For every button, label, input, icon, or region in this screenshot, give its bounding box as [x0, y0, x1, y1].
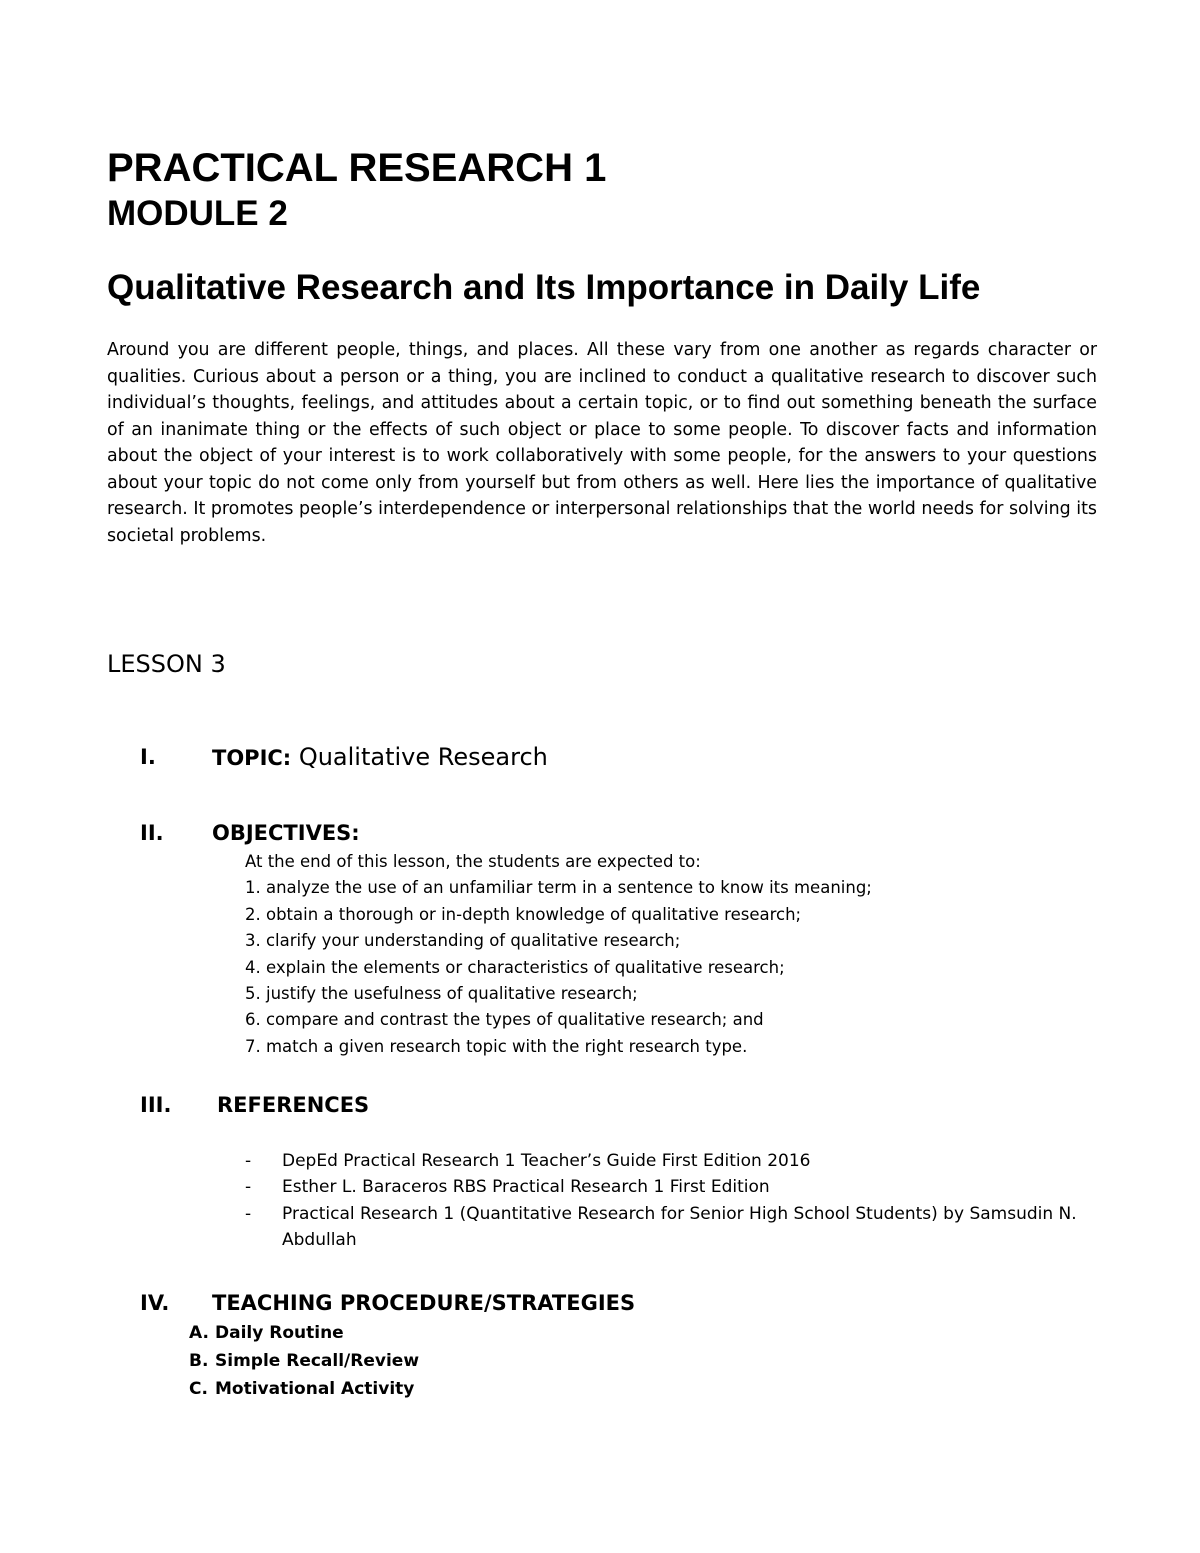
reference-text: Practical Research 1 (Quantitative Research for Senior High School Students) by Samsudin N. Abdullah	[282, 1203, 1077, 1251]
reference-bullet: -	[245, 1177, 252, 1198]
section-number-references: III.	[140, 1093, 172, 1117]
objective-item: 4. explain the elements or characteristics of qualitative research;	[245, 957, 785, 977]
section-number-objectives: II.	[140, 821, 164, 845]
objective-item: 2. obtain a thorough or in-depth knowledge of qualitative research;	[245, 904, 802, 924]
section-number-procedure: IV.	[140, 1291, 170, 1315]
objective-intro: At the end of this lesson, the students are expected to:	[245, 852, 701, 871]
module-label: MODULE 2	[107, 194, 288, 233]
reference-text: Esther L. Baraceros RBS Practical Research 1 First Edition	[282, 1177, 770, 1198]
procedure-text: Simple Recall/Review	[215, 1351, 420, 1371]
lesson-heading: LESSON 3	[107, 650, 226, 678]
objective-item: 3. clarify your understanding of qualitative research;	[245, 931, 681, 951]
reference-bullet: -	[245, 1203, 252, 1224]
section-topic-colon: :	[282, 746, 292, 770]
reference-bullet: -	[245, 1151, 252, 1171]
procedure-item	[189, 1347, 419, 1375]
reference-item	[245, 1201, 1095, 1254]
reference-text: DepEd Practical Research 1 Teacher’s Guide First Edition 2016	[282, 1151, 811, 1171]
objective-item: 6. compare and contrast the types of qualitative research; and	[245, 1010, 764, 1030]
procedure-letter: C.	[189, 1379, 208, 1399]
procedure-text: Motivational Activity	[215, 1379, 415, 1399]
section-procedure-heading: TEACHING PROCEDURE/STRATEGIES	[212, 1291, 636, 1315]
references-list	[245, 1148, 1095, 1254]
document-title: PRACTICAL RESEARCH 1	[107, 146, 607, 190]
section-topic-value: Qualitative Research	[291, 743, 548, 771]
reference-item	[245, 1148, 1095, 1174]
procedure-letter: B.	[189, 1351, 209, 1371]
procedure-list	[189, 1319, 419, 1403]
section-number-topic: I.	[140, 745, 156, 769]
module-subtitle: Qualitative Research and Its Importance in Daily Life	[107, 268, 981, 307]
procedure-text: Daily Routine	[215, 1323, 344, 1343]
procedure-item	[189, 1375, 419, 1403]
section-objectives-heading: OBJECTIVES:	[212, 821, 360, 845]
section-topic-label: TOPIC	[212, 746, 283, 770]
intro-paragraph: Around you are different people, things, and places. All these vary from one another as regards character or qualities. Curious about a person or a thing, you are inclined to conduct a qualitative research to discover such individual’s thoughts, feelings, and attitudes about a certain topic, or to find out something beneath the surface of an inanimate thing or the effects of such object or place to some people. To discover facts and information about the object of your interest is to work collaboratively with some people, for the answers to your questions about your topic do not come only from yourself but from others as well. Here lies the importance of qualitative research. It promotes people’s interdependence or interpersonal relationships that the world needs for solving its societal problems.	[107, 340, 1097, 546]
section-references-heading: REFERENCES	[217, 1093, 370, 1117]
objective-item: 5. justify the usefulness of qualitative research;	[245, 984, 638, 1004]
section-topic	[212, 742, 548, 773]
procedure-letter: A.	[189, 1323, 209, 1343]
objective-item: 7. match a given research topic with the right research type.	[245, 1036, 748, 1056]
objectives-list	[245, 849, 872, 1060]
procedure-item	[189, 1319, 419, 1347]
objective-item: 1. analyze the use of an unfamiliar term in a sentence to know its meaning;	[245, 878, 872, 898]
reference-item	[245, 1174, 1095, 1200]
